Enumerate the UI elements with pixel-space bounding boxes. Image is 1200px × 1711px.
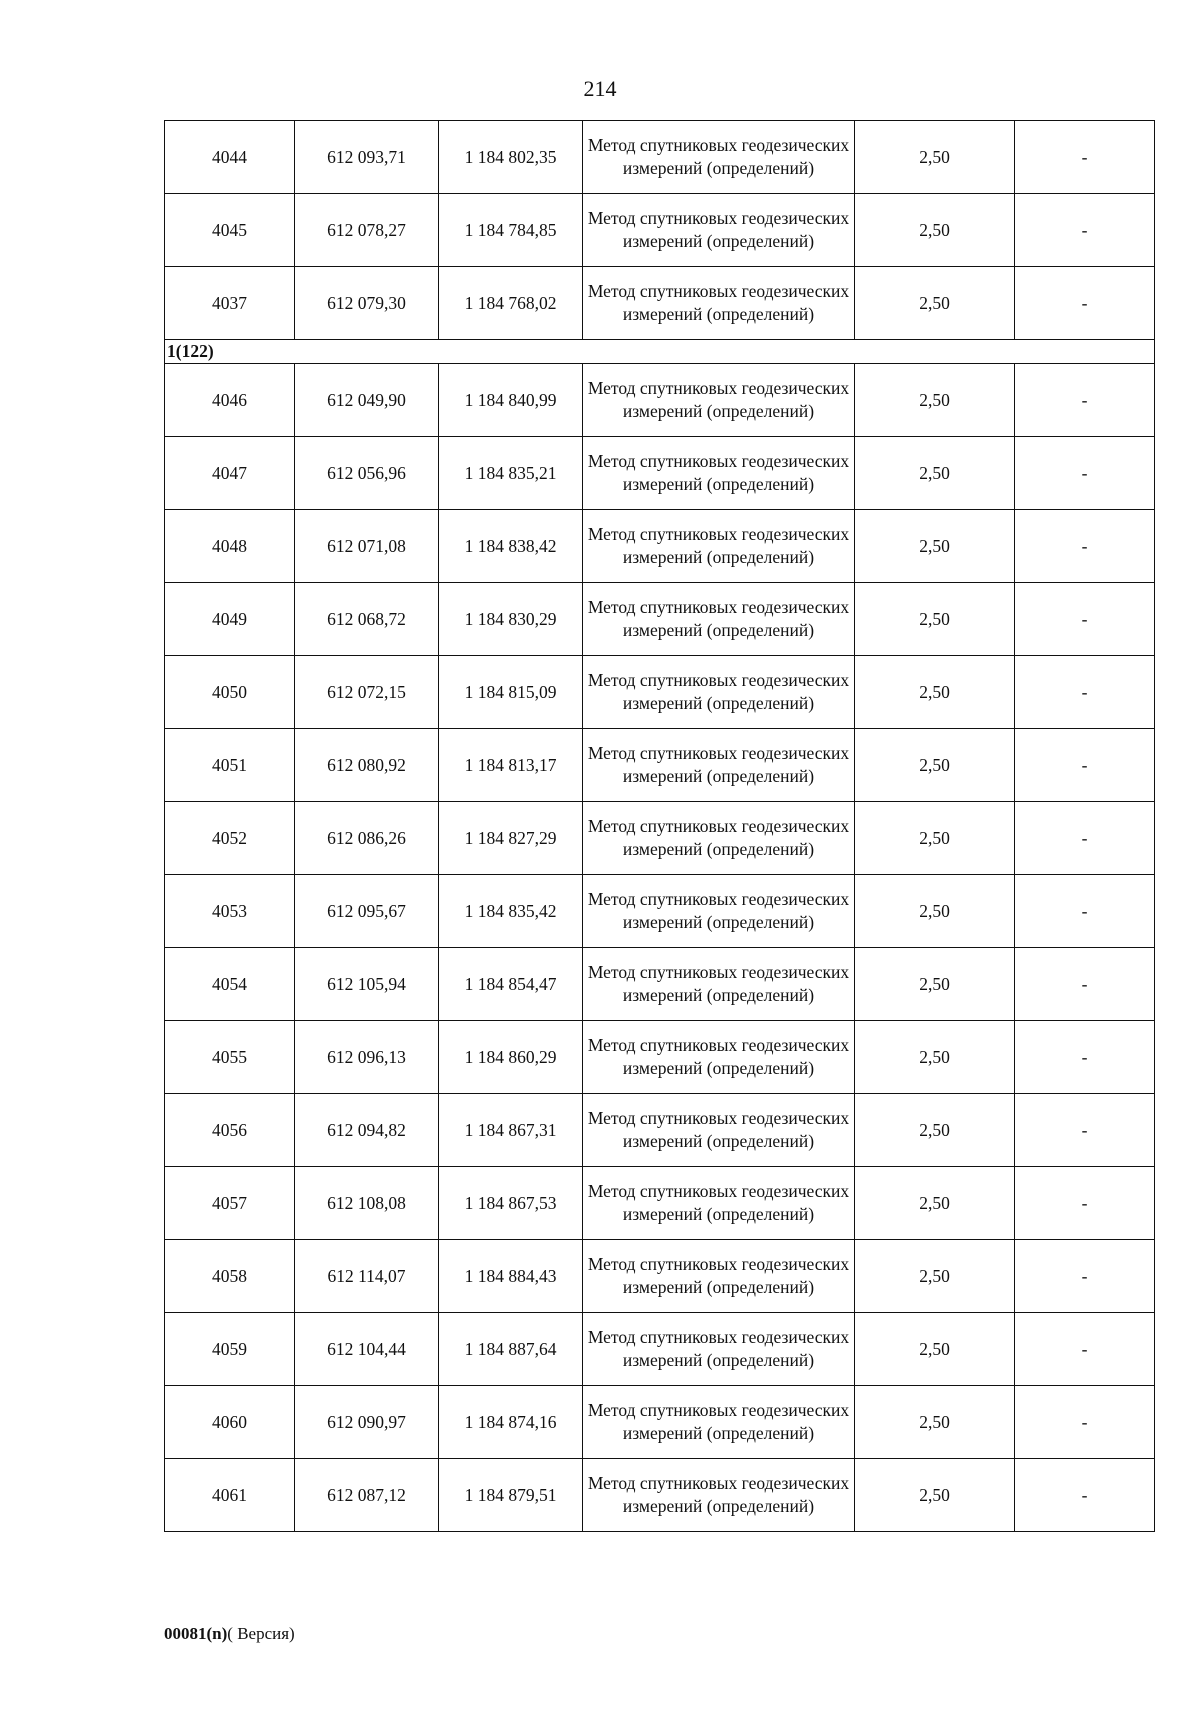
table-row [165, 1021, 1155, 1094]
point-number-cell: 4047 [165, 437, 295, 510]
y-coordinate-cell: 1 184 887,64 [439, 1313, 583, 1386]
method-cell: Метод спутниковых геодезических измерений (определений) [583, 948, 855, 1021]
y-coordinate-cell: 1 184 830,29 [439, 583, 583, 656]
note-cell: - [1015, 729, 1155, 802]
note-cell: - [1015, 510, 1155, 583]
x-coordinate-cell: 612 096,13 [295, 1021, 439, 1094]
x-coordinate-cell: 612 049,90 [295, 364, 439, 437]
y-coordinate-cell: 1 184 867,53 [439, 1167, 583, 1240]
note-cell: - [1015, 656, 1155, 729]
note-cell: - [1015, 1386, 1155, 1459]
x-coordinate-cell: 612 087,12 [295, 1459, 439, 1532]
note-cell: - [1015, 364, 1155, 437]
x-coordinate-cell: 612 114,07 [295, 1240, 439, 1313]
accuracy-cell: 2,50 [855, 364, 1015, 437]
table-body-bottom [165, 364, 1155, 1532]
point-number-cell: 4044 [165, 121, 295, 194]
group-label: 1(122) [165, 340, 1155, 364]
y-coordinate-cell: 1 184 840,99 [439, 364, 583, 437]
method-cell: Метод спутниковых геодезических измерений (определений) [583, 1021, 855, 1094]
method-cell: Метод спутниковых геодезических измерений (определений) [583, 802, 855, 875]
point-number-cell: 4058 [165, 1240, 295, 1313]
y-coordinate-cell: 1 184 827,29 [439, 802, 583, 875]
table-row [165, 802, 1155, 875]
x-coordinate-cell: 612 108,08 [295, 1167, 439, 1240]
accuracy-cell: 2,50 [855, 194, 1015, 267]
note-cell: - [1015, 1459, 1155, 1532]
point-number-cell: 4045 [165, 194, 295, 267]
footer [164, 1624, 295, 1644]
accuracy-cell: 2,50 [855, 510, 1015, 583]
note-cell: - [1015, 1021, 1155, 1094]
note-cell: - [1015, 437, 1155, 510]
note-cell: - [1015, 267, 1155, 340]
note-cell: - [1015, 948, 1155, 1021]
y-coordinate-cell: 1 184 768,02 [439, 267, 583, 340]
accuracy-cell: 2,50 [855, 802, 1015, 875]
method-cell: Метод спутниковых геодезических измерений (определений) [583, 729, 855, 802]
x-coordinate-cell: 612 086,26 [295, 802, 439, 875]
point-number-cell: 4057 [165, 1167, 295, 1240]
x-coordinate-cell: 612 105,94 [295, 948, 439, 1021]
accuracy-cell: 2,50 [855, 1167, 1015, 1240]
table-row [165, 948, 1155, 1021]
table-row [165, 1094, 1155, 1167]
method-cell: Метод спутниковых геодезических измерений (определений) [583, 656, 855, 729]
x-coordinate-cell: 612 068,72 [295, 583, 439, 656]
point-number-cell: 4048 [165, 510, 295, 583]
method-cell: Метод спутниковых геодезических измерений (определений) [583, 583, 855, 656]
note-cell: - [1015, 1094, 1155, 1167]
accuracy-cell: 2,50 [855, 875, 1015, 948]
table-row [165, 1240, 1155, 1313]
table-row [165, 656, 1155, 729]
accuracy-cell: 2,50 [855, 121, 1015, 194]
table-body-top [165, 121, 1155, 340]
point-number-cell: 4050 [165, 656, 295, 729]
accuracy-cell: 2,50 [855, 729, 1015, 802]
method-cell: Метод спутниковых геодезических измерений (определений) [583, 194, 855, 267]
table-row [165, 194, 1155, 267]
method-cell: Метод спутниковых геодезических измерений (определений) [583, 121, 855, 194]
x-coordinate-cell: 612 090,97 [295, 1386, 439, 1459]
method-cell: Метод спутниковых геодезических измерений (определений) [583, 1240, 855, 1313]
point-number-cell: 4060 [165, 1386, 295, 1459]
x-coordinate-cell: 612 080,92 [295, 729, 439, 802]
table-row [165, 583, 1155, 656]
note-cell: - [1015, 875, 1155, 948]
y-coordinate-cell: 1 184 802,35 [439, 121, 583, 194]
note-cell: - [1015, 1240, 1155, 1313]
method-cell: Метод спутниковых геодезических измерений (определений) [583, 1167, 855, 1240]
table-row [165, 121, 1155, 194]
table-row [165, 875, 1155, 948]
document-version: ( Версия) [227, 1624, 295, 1643]
note-cell: - [1015, 583, 1155, 656]
x-coordinate-cell: 612 072,15 [295, 656, 439, 729]
point-number-cell: 4061 [165, 1459, 295, 1532]
document-code: 00081(n) [164, 1624, 228, 1643]
y-coordinate-cell: 1 184 879,51 [439, 1459, 583, 1532]
method-cell: Метод спутниковых геодезических измерений (определений) [583, 1386, 855, 1459]
method-cell: Метод спутниковых геодезических измерений (определений) [583, 1459, 855, 1532]
x-coordinate-cell: 612 071,08 [295, 510, 439, 583]
note-cell: - [1015, 1167, 1155, 1240]
point-number-cell: 4053 [165, 875, 295, 948]
y-coordinate-cell: 1 184 835,42 [439, 875, 583, 948]
method-cell: Метод спутниковых геодезических измерений (определений) [583, 364, 855, 437]
note-cell: - [1015, 1313, 1155, 1386]
y-coordinate-cell: 1 184 860,29 [439, 1021, 583, 1094]
table-group [165, 340, 1155, 364]
accuracy-cell: 2,50 [855, 1313, 1015, 1386]
page-number: 214 [583, 76, 617, 101]
y-coordinate-cell: 1 184 784,85 [439, 194, 583, 267]
y-coordinate-cell: 1 184 835,21 [439, 437, 583, 510]
x-coordinate-cell: 612 056,96 [295, 437, 439, 510]
point-number-cell: 4055 [165, 1021, 295, 1094]
accuracy-cell: 2,50 [855, 1094, 1015, 1167]
x-coordinate-cell: 612 104,44 [295, 1313, 439, 1386]
accuracy-cell: 2,50 [855, 656, 1015, 729]
accuracy-cell: 2,50 [855, 583, 1015, 656]
coordinates-table [164, 120, 1155, 1532]
accuracy-cell: 2,50 [855, 1386, 1015, 1459]
table-row [165, 437, 1155, 510]
accuracy-cell: 2,50 [855, 948, 1015, 1021]
table-row [165, 1313, 1155, 1386]
table-row [165, 1167, 1155, 1240]
table-row [165, 364, 1155, 437]
y-coordinate-cell: 1 184 867,31 [439, 1094, 583, 1167]
table-row [165, 729, 1155, 802]
method-cell: Метод спутниковых геодезических измерений (определений) [583, 875, 855, 948]
point-number-cell: 4051 [165, 729, 295, 802]
x-coordinate-cell: 612 079,30 [295, 267, 439, 340]
point-number-cell: 4059 [165, 1313, 295, 1386]
point-number-cell: 4052 [165, 802, 295, 875]
point-number-cell: 4054 [165, 948, 295, 1021]
point-number-cell: 4046 [165, 364, 295, 437]
y-coordinate-cell: 1 184 874,16 [439, 1386, 583, 1459]
accuracy-cell: 2,50 [855, 1240, 1015, 1313]
table-row [165, 267, 1155, 340]
y-coordinate-cell: 1 184 838,42 [439, 510, 583, 583]
method-cell: Метод спутниковых геодезических измерений (определений) [583, 510, 855, 583]
point-number-cell: 4037 [165, 267, 295, 340]
y-coordinate-cell: 1 184 884,43 [439, 1240, 583, 1313]
point-number-cell: 4056 [165, 1094, 295, 1167]
y-coordinate-cell: 1 184 813,17 [439, 729, 583, 802]
table-row [165, 1459, 1155, 1532]
accuracy-cell: 2,50 [855, 437, 1015, 510]
accuracy-cell: 2,50 [855, 1459, 1015, 1532]
x-coordinate-cell: 612 094,82 [295, 1094, 439, 1167]
point-number-cell: 4049 [165, 583, 295, 656]
y-coordinate-cell: 1 184 854,47 [439, 948, 583, 1021]
accuracy-cell: 2,50 [855, 1021, 1015, 1094]
table-row [165, 510, 1155, 583]
note-cell: - [1015, 194, 1155, 267]
y-coordinate-cell: 1 184 815,09 [439, 656, 583, 729]
table-row [165, 1386, 1155, 1459]
x-coordinate-cell: 612 093,71 [295, 121, 439, 194]
group-row [165, 340, 1155, 364]
method-cell: Метод спутниковых геодезических измерений (определений) [583, 267, 855, 340]
method-cell: Метод спутниковых геодезических измерений (определений) [583, 1313, 855, 1386]
x-coordinate-cell: 612 078,27 [295, 194, 439, 267]
note-cell: - [1015, 121, 1155, 194]
method-cell: Метод спутниковых геодезических измерений (определений) [583, 437, 855, 510]
method-cell: Метод спутниковых геодезических измерений (определений) [583, 1094, 855, 1167]
note-cell: - [1015, 802, 1155, 875]
x-coordinate-cell: 612 095,67 [295, 875, 439, 948]
accuracy-cell: 2,50 [855, 267, 1015, 340]
